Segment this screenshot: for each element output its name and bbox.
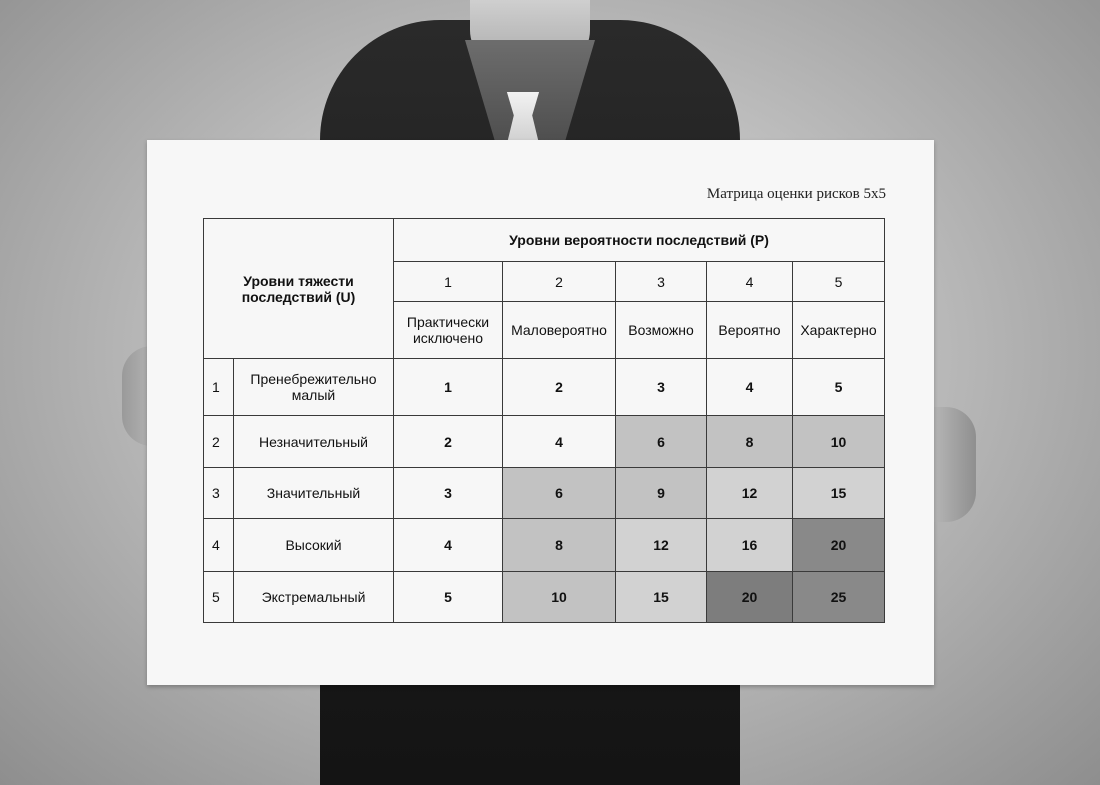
risk-cell: 16 — [707, 519, 793, 572]
risk-matrix-poster — [147, 140, 934, 685]
risk-cell: 5 — [394, 572, 503, 623]
severity-num: 1 — [204, 359, 234, 416]
probability-label: Характерно — [793, 302, 885, 359]
risk-cell: 6 — [503, 468, 616, 519]
risk-cell: 15 — [616, 572, 707, 623]
risk-cell: 10 — [793, 416, 885, 468]
risk-cell: 12 — [707, 468, 793, 519]
probability-label: Возможно — [616, 302, 707, 359]
probability-num: 3 — [616, 262, 707, 302]
risk-cell: 3 — [616, 359, 707, 416]
matrix-row — [204, 519, 885, 572]
risk-cell: 20 — [793, 519, 885, 572]
probability-num: 1 — [394, 262, 503, 302]
probability-header: Уровни вероятности последствий (P) — [394, 219, 885, 262]
probability-label: Практически исключено — [394, 302, 503, 359]
risk-cell: 15 — [793, 468, 885, 519]
matrix-row — [204, 468, 885, 519]
probability-num: 5 — [793, 262, 885, 302]
severity-num: 4 — [204, 519, 234, 572]
risk-cell: 3 — [394, 468, 503, 519]
probability-label: Маловероятно — [503, 302, 616, 359]
severity-header: Уровни тяжести последствий (U) — [204, 219, 394, 359]
risk-cell: 4 — [503, 416, 616, 468]
risk-cell: 10 — [503, 572, 616, 623]
probability-label: Вероятно — [707, 302, 793, 359]
severity-num: 3 — [204, 468, 234, 519]
severity-label: Высокий — [234, 519, 394, 572]
probability-num: 2 — [503, 262, 616, 302]
risk-cell: 25 — [793, 572, 885, 623]
matrix-row — [204, 572, 885, 623]
severity-num: 5 — [204, 572, 234, 623]
risk-cell: 8 — [503, 519, 616, 572]
risk-cell: 5 — [793, 359, 885, 416]
risk-cell: 2 — [503, 359, 616, 416]
severity-label: Незначительный — [234, 416, 394, 468]
severity-label: Пренебрежительно малый — [234, 359, 394, 416]
risk-cell: 6 — [616, 416, 707, 468]
poster-title: Матрица оценки рисков 5х5 — [706, 186, 886, 202]
risk-cell: 12 — [616, 519, 707, 572]
risk-cell: 9 — [616, 468, 707, 519]
risk-matrix-table — [203, 218, 885, 623]
matrix-row — [204, 416, 885, 468]
risk-cell: 4 — [707, 359, 793, 416]
severity-num: 2 — [204, 416, 234, 468]
risk-cell: 4 — [394, 519, 503, 572]
probability-num: 4 — [707, 262, 793, 302]
severity-label: Экстремальный — [234, 572, 394, 623]
risk-cell: 2 — [394, 416, 503, 468]
risk-cell: 1 — [394, 359, 503, 416]
risk-cell: 20 — [707, 572, 793, 623]
severity-label: Значительный — [234, 468, 394, 519]
risk-cell: 8 — [707, 416, 793, 468]
matrix-row — [204, 359, 885, 416]
